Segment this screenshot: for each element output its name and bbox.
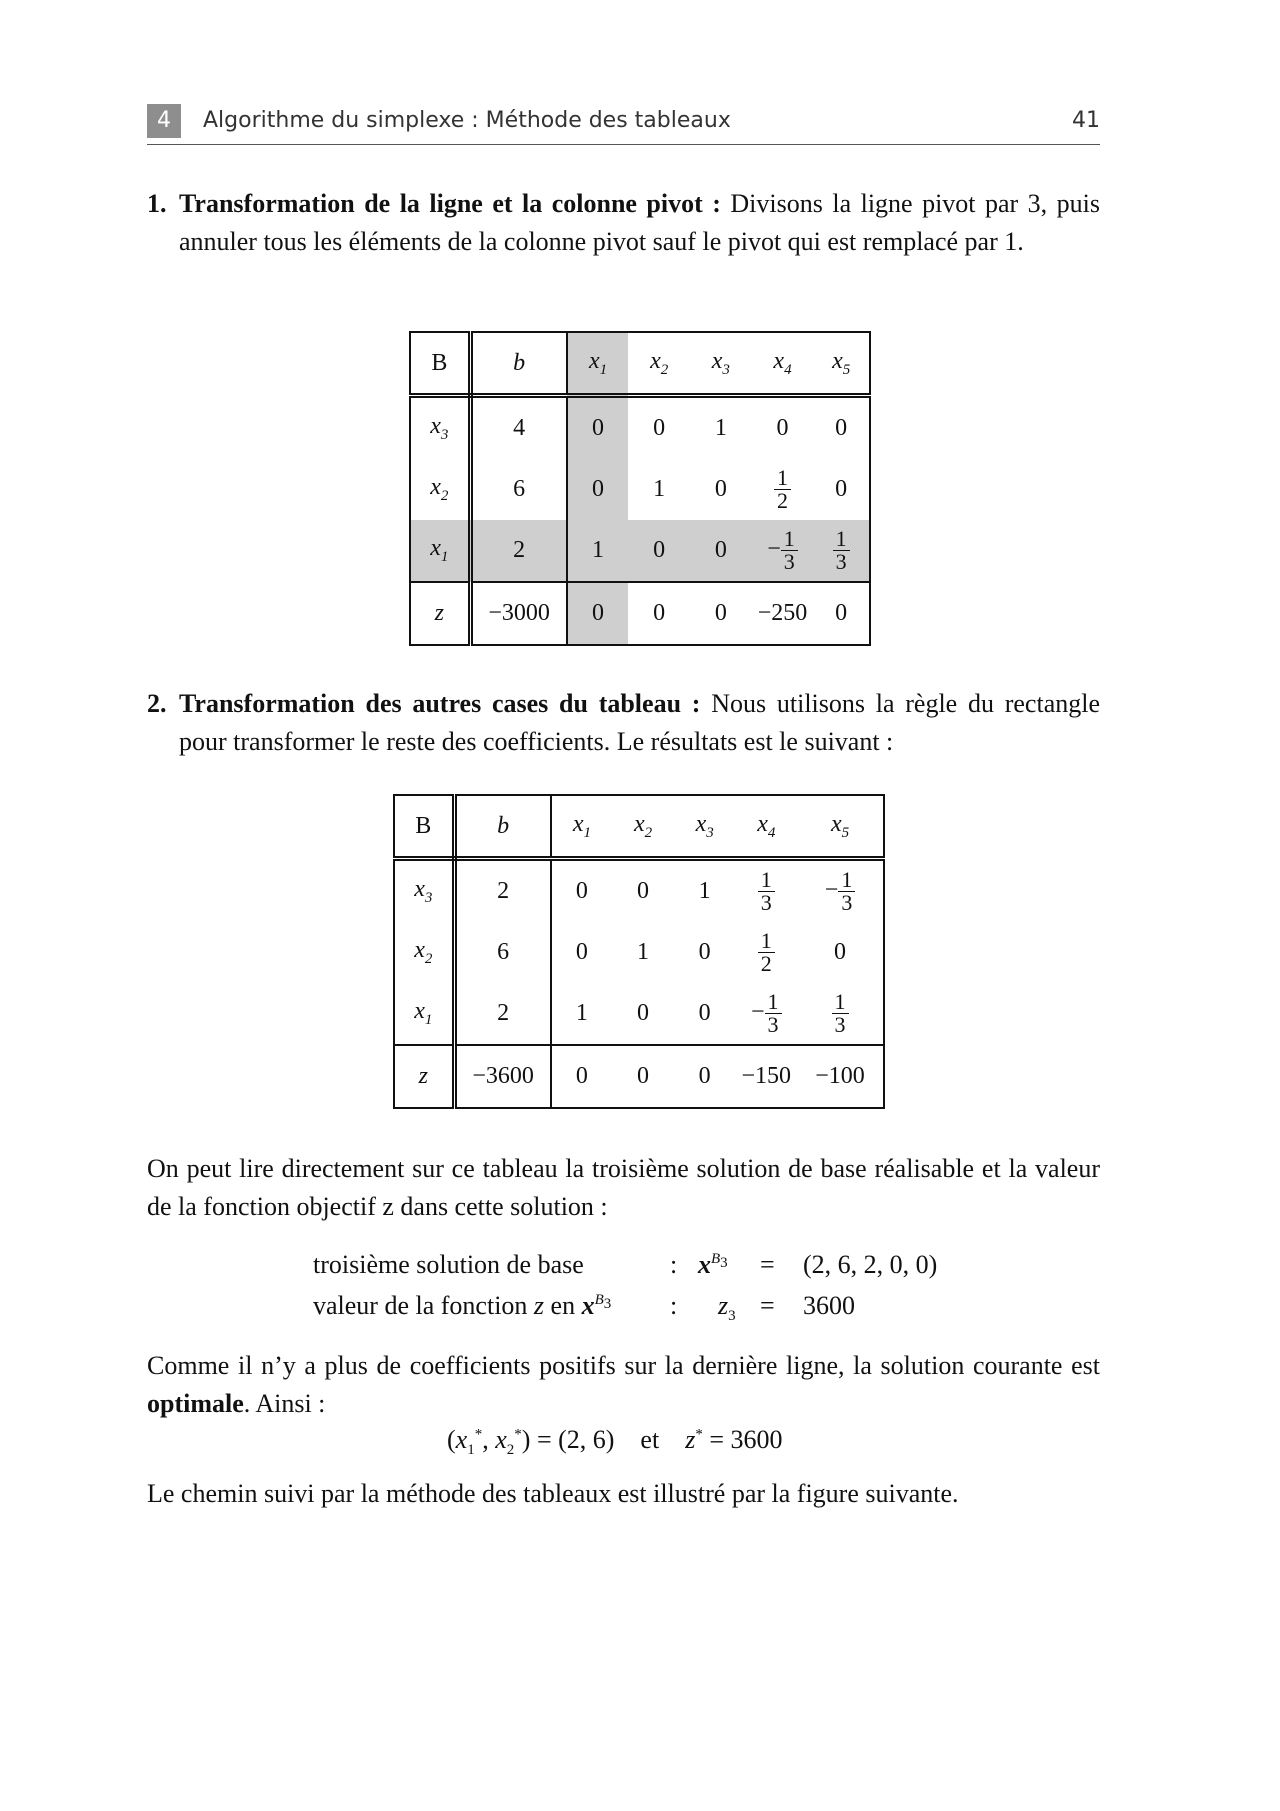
cell: 0 bbox=[612, 1045, 674, 1108]
cell: 0 bbox=[637, 1000, 650, 1026]
solution-label-1: troisième solution de base bbox=[313, 1250, 584, 1279]
paragraph-read-solution: On peut lire directement sur ce tableau la troisième solution de base réalisable et la valeur de la fonction objectif z dans cette solution : bbox=[147, 1154, 1100, 1221]
cell: 0 bbox=[567, 396, 629, 460]
solution-colon-2: : bbox=[670, 1291, 678, 1320]
basis-cell: $x_3$ bbox=[410, 396, 470, 460]
pivot-cell: 1 bbox=[567, 520, 629, 582]
optimum-line: ($x_1^*$, $x_2^*) = (2$, 6) et z* = 3600 bbox=[447, 1425, 783, 1459]
cell: 1 bbox=[637, 939, 650, 965]
col-header-x4: $x_4$ bbox=[735, 795, 797, 859]
col-header-x4: $x_4$ bbox=[752, 332, 814, 396]
cell: 1 bbox=[698, 878, 711, 904]
cell: 0 bbox=[698, 1000, 711, 1026]
paragraph-figure-ref: Le chemin suivi par la méthode des tableaux est illustré par la figure suivante. bbox=[147, 1479, 959, 1508]
solution-value-1: (2, 6, 2, 0, 0) bbox=[803, 1250, 938, 1279]
paragraph-optimal: Comme il n’y a plus de coefficients positifs sur la dernière ligne, la solution courante est optimale. Ainsi : bbox=[147, 1351, 1100, 1418]
optimal-word: optimale bbox=[147, 1389, 244, 1418]
pivot-row bbox=[410, 520, 870, 582]
cell: 0 bbox=[567, 459, 629, 520]
col-header-x1: $x_1$ bbox=[551, 795, 613, 859]
step-1 bbox=[147, 185, 1100, 261]
step-2 bbox=[147, 685, 1100, 761]
col-header-basis: B bbox=[394, 795, 454, 859]
fraction-one-third: $\frac{1}{3}$ bbox=[838, 869, 855, 914]
fraction-one-half: $\frac{1}{2}$ bbox=[774, 467, 791, 512]
col-header-x2: $x_2$ bbox=[612, 795, 674, 859]
step-2-body bbox=[179, 685, 1100, 761]
basis-cell: $x_1$ bbox=[410, 520, 470, 582]
b-cell: 4 bbox=[470, 396, 567, 460]
fraction-one-half: $\frac{1}{2}$ bbox=[758, 930, 775, 975]
objective-row bbox=[410, 582, 870, 645]
table-row bbox=[410, 396, 870, 460]
cell: 0 bbox=[551, 1045, 613, 1108]
running-header bbox=[147, 104, 1100, 145]
table-row bbox=[410, 459, 870, 520]
fraction-one-third: $\frac{1}{3}$ bbox=[833, 528, 850, 573]
col-header-basis: B bbox=[410, 332, 470, 396]
cell: 1 bbox=[575, 1000, 588, 1026]
col-header-x5: $x_5$ bbox=[813, 332, 870, 396]
chapter-number: 4 bbox=[147, 104, 181, 138]
step-1-number: 1. bbox=[147, 189, 167, 218]
col-header-b: b bbox=[454, 795, 550, 859]
col-header-x1: $x_1$ bbox=[567, 332, 629, 396]
cell: 0 bbox=[690, 520, 752, 582]
fraction-one-third: $\frac{1}{3}$ bbox=[781, 528, 798, 573]
table-row bbox=[394, 922, 884, 983]
fraction-one-third: $\frac{1}{3}$ bbox=[832, 991, 849, 1036]
basis-cell: z bbox=[410, 582, 470, 645]
fraction-cell: − $\frac{1}{3}$ bbox=[752, 520, 814, 582]
fraction-cell: − $\frac{1}{3}$ bbox=[797, 859, 884, 923]
chapter-title: Algorithme du simplexe : Méthode des tableaux bbox=[203, 108, 731, 133]
cell: 0 bbox=[813, 582, 870, 645]
table-row bbox=[394, 983, 884, 1045]
cell: 0 bbox=[834, 939, 847, 965]
solution-value-2: 3600 bbox=[803, 1291, 855, 1320]
cell: −100 bbox=[797, 1045, 884, 1108]
col-header-x3: $x_3$ bbox=[690, 332, 752, 396]
solution-label-2: valeur de la fonction z en $x^{B_3}$ bbox=[313, 1291, 612, 1320]
solution-symbol-1: $x^{B_3}$ bbox=[698, 1250, 728, 1279]
cell: 0 bbox=[628, 582, 690, 645]
col-header-x2: $x_2$ bbox=[628, 332, 690, 396]
b-cell: 2 bbox=[454, 983, 550, 1045]
col-header-b: b bbox=[470, 332, 567, 396]
basis-cell: $x_1$ bbox=[394, 983, 454, 1045]
objective-row bbox=[394, 1045, 884, 1108]
solution-eq-2: = bbox=[760, 1291, 775, 1320]
b-cell: −3600 bbox=[454, 1045, 550, 1108]
basis-cell: $x_3$ bbox=[394, 859, 454, 923]
fraction-cell bbox=[813, 520, 870, 582]
page-number: 41 bbox=[1072, 108, 1100, 133]
cell: 0 bbox=[674, 1045, 736, 1108]
step-1-body bbox=[179, 185, 1100, 261]
cell: −250 bbox=[752, 582, 814, 645]
fraction-cell bbox=[797, 983, 884, 1045]
cell: 0 bbox=[575, 939, 588, 965]
fraction-cell: − $\frac{1}{3}$ bbox=[735, 983, 797, 1045]
solution-colon-1: : bbox=[670, 1250, 678, 1279]
b-cell: −3000 bbox=[470, 582, 567, 645]
solution-symbol-2: $z_3$ bbox=[718, 1291, 736, 1325]
b-cell: 2 bbox=[470, 520, 567, 582]
step-2-number: 2. bbox=[147, 689, 167, 718]
fraction-cell bbox=[735, 859, 797, 923]
table-row bbox=[394, 859, 884, 923]
cell: 0 bbox=[698, 939, 711, 965]
cell: 1 bbox=[714, 415, 727, 441]
step-1-text: Divisons la ligne pivot par 3, puis annuler tous les éléments de la colonne pivot sauf le pivot qui est remplacé par 1. bbox=[179, 189, 1101, 256]
fraction-one-third: $\frac{1}{3}$ bbox=[765, 991, 782, 1036]
col-header-x3: $x_3$ bbox=[674, 795, 736, 859]
solution-eq-1: = bbox=[760, 1250, 775, 1279]
step-1-title: Transformation de la ligne et la colonne pivot : bbox=[179, 189, 721, 218]
table-header-row bbox=[410, 332, 870, 396]
simplex-table-2 bbox=[393, 794, 885, 1109]
col-header-x5: $x_5$ bbox=[797, 795, 884, 859]
cell: 0 bbox=[628, 520, 690, 582]
step-2-title: Transformation des autres cases du tableau : bbox=[179, 689, 701, 718]
cell: 0 bbox=[714, 476, 727, 502]
cell: 0 bbox=[776, 415, 789, 441]
cell: 1 bbox=[653, 476, 666, 502]
b-cell: 6 bbox=[454, 922, 550, 983]
step-2-text: Nous utilisons la règle du rectangle pour transformer le reste des coefficients. Le résultats est le suivant : bbox=[179, 689, 1100, 756]
basis-cell: $x_2$ bbox=[410, 459, 470, 520]
fraction-cell bbox=[752, 459, 814, 520]
fraction-one-third: $\frac{1}{3}$ bbox=[758, 869, 775, 914]
cell: 0 bbox=[835, 476, 848, 502]
fraction-cell bbox=[735, 922, 797, 983]
cell: 0 bbox=[653, 415, 666, 441]
table-header-row bbox=[394, 795, 884, 859]
cell: 0 bbox=[637, 878, 650, 904]
b-cell: 6 bbox=[470, 459, 567, 520]
cell: 0 bbox=[690, 582, 752, 645]
cell: 0 bbox=[835, 415, 848, 441]
cell: 0 bbox=[567, 582, 629, 645]
basis-cell: $x_2$ bbox=[394, 922, 454, 983]
simplex-table-1 bbox=[409, 331, 871, 646]
basis-cell: z bbox=[394, 1045, 454, 1108]
b-cell: 2 bbox=[454, 859, 550, 923]
cell: −150 bbox=[735, 1045, 797, 1108]
cell: 0 bbox=[575, 878, 588, 904]
